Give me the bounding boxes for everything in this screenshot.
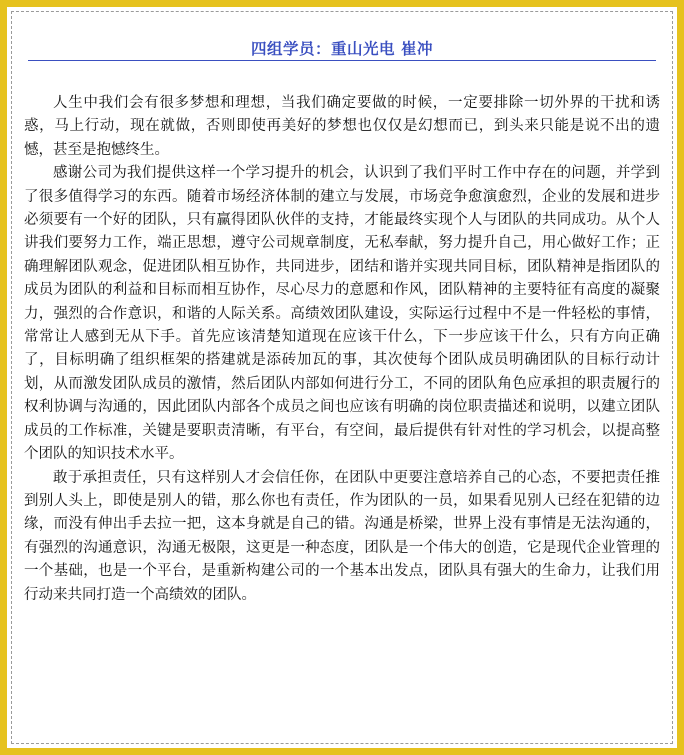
paragraph: 人生中我们会有很多梦想和理想，当我们确定要做的时候，一定要排除一切外界的干扰和诱惑，马上行动，现在就做，否则即使再美好的梦想也仅仅是幻想而已，到头来只能是说不出的遗憾，甚至是抱憾终生。	[24, 95, 660, 158]
paragraph: 感谢公司为我们提供这样一个学习提升的机会，认识到了我们平时工作中存在的问题，并学到了很多值得学习的东西。随着市场经济体制的建立与发展，市场竞争愈演愈烈，企业的发展和进步必须要有一个好的团队，只有赢得团队伙伴的支持，才能最终实现个人与团队的共同成功。从个人讲我们要努力工作，端正思想，遵守公司规章制度，无私奉献，努力提升自己，用心做好工作；正确理解团队观念，促进团队相互协作，共同进步，团结和谐并实现共同目标，团队精神是指团队的成员为团队的利益和目标而相互协作，尽心尽力的意愿和作风，团队精神的主要特征有高度的凝聚力，强烈的合作意识，和谐的人际关系。高绩效团队建设，实际运行过程中不是一件轻松的事情，常常让人感到无从下手。首先应该清楚知道现在应该干什么，下一步应该干什么，只有方向正确了，目标明确了组织框架的搭建就是添砖加瓦的事，其次使每个团队成员明确团队的目标行动计划，从而激发团队成员的激情，然后团队内部如何进行分工，不同的团队角色应承担的职责履行的权利协调与沟通的，因此团队内部各个成员之间也应该有明确的岗位职责描述和说明，以建立团队成员的工作标准，关键是要职责清晰，有平台，有空间，最后提供有针对性的学习机会，以提高整个团队的知识技术水平。	[24, 165, 660, 463]
content-panel	[11, 11, 673, 744]
article-body	[24, 92, 660, 607]
title-divider	[28, 60, 656, 61]
paragraph: 敢于承担责任，只有这样别人才会信任你，在团队中更要注意培养自己的心态，不要把责任推到别人头上，即使是别人的错，那么你也有责任，作为团队的一员，如果看见别人已经在犯错的边缘，而没有伸出手去拉一把，这本身就是自己的错。沟通是桥梁，世界上没有事情是无法沟通的，有强烈的沟通意识，沟通无极限，这更是一种态度，团队是一个伟大的创造，它是现代企业管理的一个基础，也是一个平台，是重新构建公司的一个基本出发点，团队具有强大的生命力，让我们用行动来共同打造一个高绩效的团队。	[24, 469, 660, 603]
article-title: 四组学员：重山光电 崔冲	[251, 40, 433, 58]
